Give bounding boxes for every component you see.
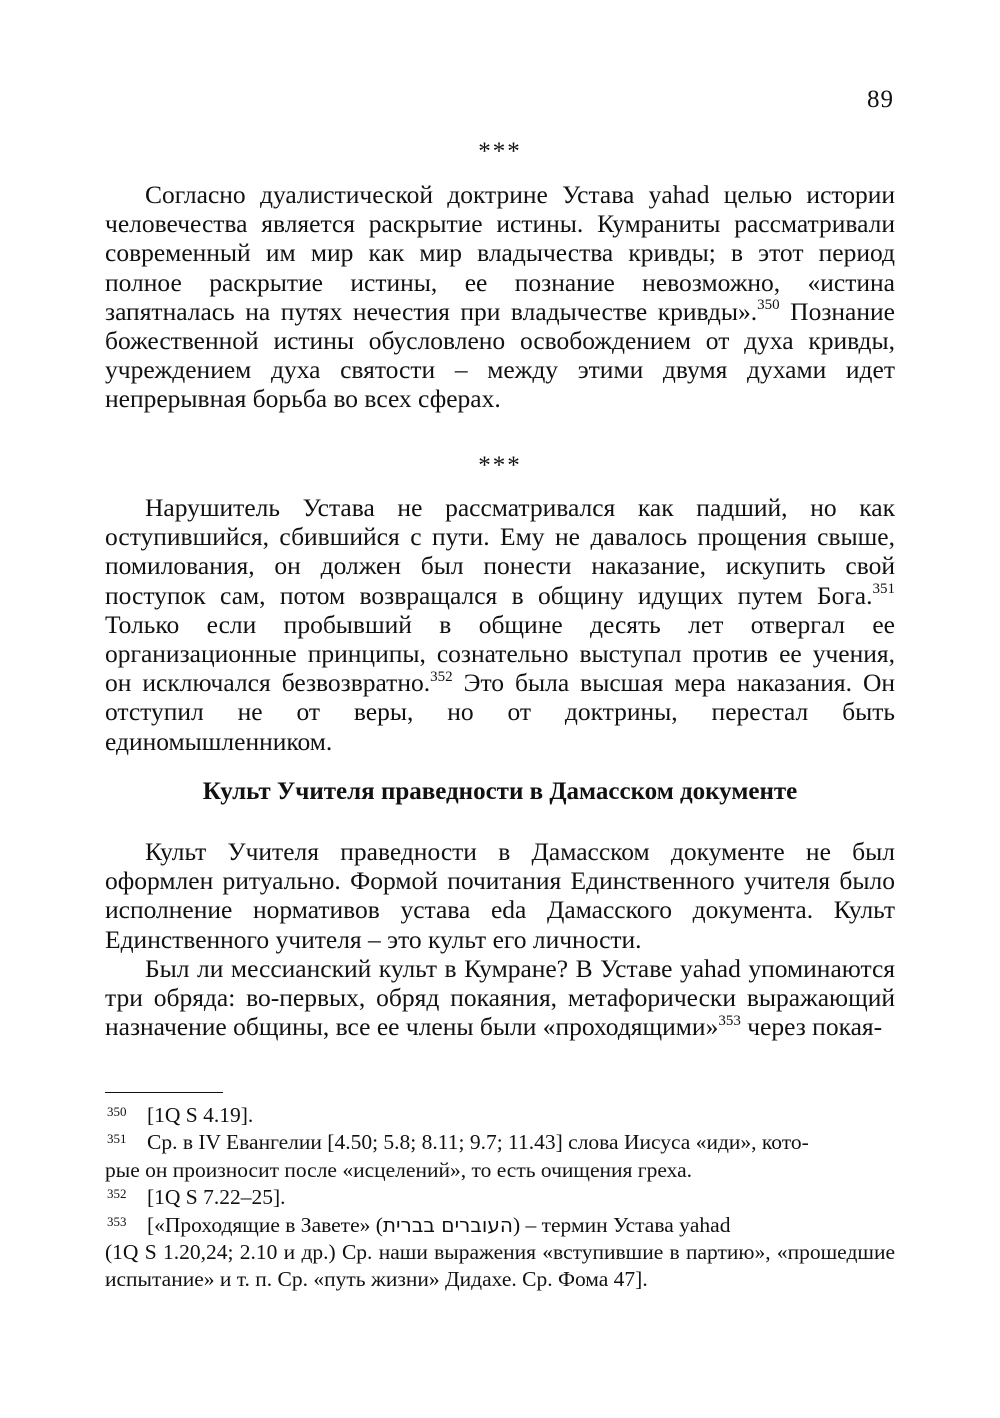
footnotes [105, 1102, 895, 1294]
footnote-mark: 353 [107, 1213, 127, 1229]
paragraph-text: Был ли мессианский культ в Кумране? В Уставе yahad упоминаются три обряда: во-первых, обряд покаяния, метафорически выражающий назначение общины, все ее члены были «проходящими» [105, 953, 895, 1042]
footnote-text: Ср. в IV Евангелии [4.50; 5.8; 8.11; 9.7; 11.43] слова Иисуса «иди», кото- [147, 1130, 809, 1155]
footnote-ref[interactable]: 351 [872, 581, 895, 598]
footnote-352 [105, 1184, 895, 1211]
paragraph [105, 180, 895, 414]
section-heading: Культ Учителя праведности в Дамасском документе [202, 778, 798, 805]
paragraph: Культ Учителя праведности в Дамасском документе не был оформлен ритуально. Формой почитания Единственного учителя было исполнение нормативов устава eda Дамасского документа. Культ Единственного учителя – это культ его личности. [105, 837, 895, 954]
paragraph-text: Нарушитель Устава не рассматривался как падший, но как оступившийся, сбившийся с пути. Ему не давалось прощения свыше, помилования, он должен был понести наказание, искупить свой поступок сам, потом возвращался в общину идущих путем Бога. [105, 493, 895, 610]
paragraph-text: Согласно дуалистической доктрине Устава yahad целью истории человечества является раскрытие истины. Кумраниты рассматривали современный им мир как мир владычества кривды; в этот период полное раскрытие истины, ее познание невозможно, «истина запятналась на путях нечестия при владычестве кривды». [105, 180, 895, 326]
footnote-ref[interactable]: 353 [718, 1012, 741, 1029]
footnote-351 [105, 1129, 895, 1184]
footnote-text: [1Q S 4.19]. [147, 1103, 254, 1127]
paragraph-violator [105, 493, 895, 756]
footnote-mark: 352 [107, 1186, 127, 1202]
footnote-ref[interactable]: 350 [757, 297, 780, 314]
footnote-mark: 351 [107, 1131, 127, 1147]
section-separator: *** [478, 452, 522, 479]
footnote-text-continued: рые он произносит после «исцелений», то есть очищения греха. [105, 1157, 693, 1182]
footnote-350 [105, 1102, 895, 1129]
footnote-353 [105, 1212, 895, 1294]
footnote-mark: 350 [107, 1104, 127, 1119]
footnote-divider [105, 1092, 223, 1093]
footnote-ref[interactable]: 352 [430, 668, 453, 685]
paragraph-text: Это была высшая мера наказания. Он отступил не от веры, но от доктрины, перестал быть единомышленником. [105, 668, 896, 756]
footnote-text: [«Проходящие в Завете» ( [147, 1212, 383, 1237]
paragraph-cult [105, 837, 895, 1041]
paragraph-text: через покая- [740, 1012, 883, 1042]
paragraph-text: Познание божественной истины обусловлено освобождением от духа кривды, учреждением духа святости – между этими двумя духами идет непрерывная борьба во всех сферах. [105, 296, 895, 414]
page-number: 89 [867, 86, 894, 113]
footnote-text: [1Q S 7.22–25]. [147, 1185, 286, 1210]
hebrew-term: העוברים בברית [382, 1212, 513, 1237]
paragraph [105, 954, 895, 1042]
footnote-text: ) – термин Устава yahad [512, 1212, 731, 1237]
paragraph [105, 493, 895, 756]
paragraph-text: Только если пробывший в общине десять лет отвергал ее организационные принципы, сознательно выступал против ее учения, он исключался безвозвратно. [105, 609, 895, 698]
paragraph-dualistic-doctrine [105, 180, 895, 414]
section-separator: *** [478, 138, 522, 165]
footnote-text-continued: (1Q S 1.20,24; 2.10 и др.) Ср. наши выражения «вступившие в партию», «прошедшие испытание» и т. п. Ср. «путь жизни» Дидахе. Ср. Фома 47]. [105, 1240, 895, 1292]
